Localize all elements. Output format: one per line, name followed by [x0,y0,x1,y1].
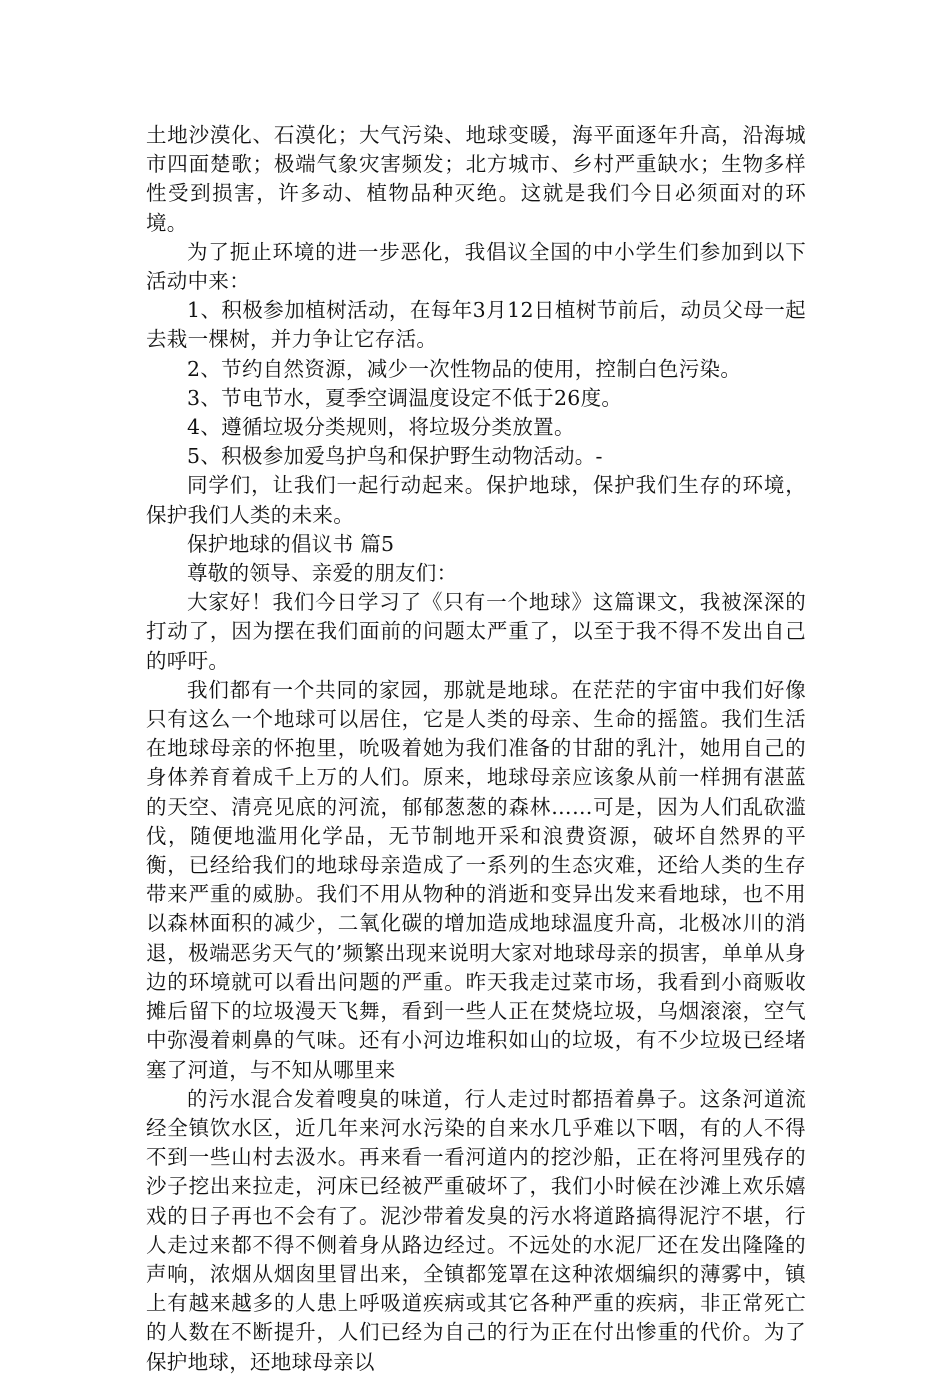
paragraph: 的污水混合发着嗖臭的味道，行人走过时都捂着鼻子。这条河道流经全镇饮水区，近几年来河水污染的自来水几乎难以下咽，有的人不得不到一些山村去汲水。再来看一看河道内的挖沙船，正在将河里残存的沙子挖出来拉走，河床已经被严重破坏了，我们小时候在沙滩上欢乐嬉戏的日子再也不会有了。泥沙带着发臭的污水将道路搞得泥泞不堪，行人走过来都不得不侧着身从路边经过。不远处的水泥厂还在发出隆隆的声响，浓烟从烟囱里冒出来，全镇都笼罩在这种浓烟编织的薄雾中，镇上有越来越多的人患上呼吸道疾病或其它各种严重的疾病，非正常死亡的人数在不断提升，人们已经为自己的行为正在付出惨重的代价。为了保护地球，还地球母亲以 [146,1086,806,1374]
document-body [146,121,806,1377]
list-item: 5、积极参加爱鸟护鸟和保护野生动物活动。- [187,444,603,469]
list-item: 2、节约自然资源，减少一次性物品的使用，控制白色污染。 [187,356,742,381]
list-item: 4、遵循垃圾分类规则，将垃圾分类放置。 [187,415,575,440]
paragraph: 为了扼止环境的进一步恶化，我倡议全国的中小学生们参加到以下活动中来： [146,239,806,294]
list-item: 3、节电节水，夏季空调温度设定不低于26度。 [187,385,623,410]
paragraph: 同学们，让我们一起行动起来。保护地球，保护我们生存的环境，保护我们人类的未来。 [146,473,806,527]
section-heading: 保护地球的倡议书 篇5 [187,531,395,556]
paragraph: 土地沙漠化、石漠化；大气污染、地球变暖，海平面逐年升高，沿海城市四面楚歌；极端气象灾害频发；北方城市、乡村严重缺水；生物多样性受到损害，许多动、植物品种灭绝。这就是我们今日必须面对的环境。 [146,123,806,235]
salutation: 尊敬的领导、亲爱的朋友们： [187,561,458,586]
paragraph: 大家好！我们今日学习了《只有一个地球》这篇课文，我被深深的打动了，因为摆在我们面前的问题太严重了，以至于我不得不发出自己的呼吁。 [146,590,806,673]
paragraph: 我们都有一个共同的家园，那就是地球。在茫茫的宇宙中我们好像只有这么一个地球可以居住，它是人类的母亲、生命的摇篮。我们生活在地球母亲的怀抱里，吮吸着她为我们准备的甘甜的乳汁，她用自己的身体养育着成千上万的人们。原来，地球母亲应该象从前一样拥有湛蓝的天空、清亮见底的河流，郁郁葱葱的森林……可是，因为人们乱砍滥伐，随便地滥用化学品，无节制地开采和浪费资源，破坏自然界的平衡，已经给我们的地球母亲造成了一系列的生态灾难，还给人类的生存带来严重的威胁。我们不用从物种的消逝和变异出发来看地球，也不用以森林面积的减少，二氧化碳的增加造成地球温度升高，北极冰川的消退，极端恶劣天气的’频繁出现来说明大家对地球母亲的损害，单单从身边的环境就可以看出问题的严重。昨天我走过菜市场，我看到小商贩收摊后留下的垃圾漫天飞舞，看到一些人正在焚烧垃圾，乌烟滚滚，空气中弥漫着刺鼻的气味。还有小河边堆积如山的垃圾，有不少垃圾已经堵塞了河道，与不知从哪里来 [146,677,806,1082]
list-item: 1、积极参加植树活动，在每年3月12日植树节前后，动员父母一起去栽一棵树，并力争让它存活。 [146,298,806,352]
